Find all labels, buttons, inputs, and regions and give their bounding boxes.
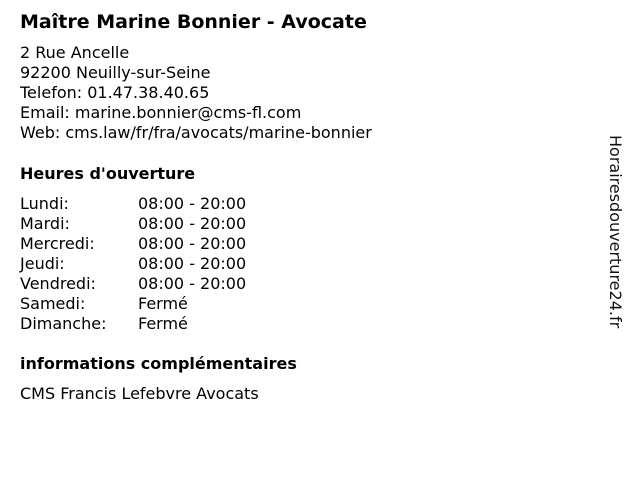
address-city: 92200 Neuilly-sur-Seine bbox=[20, 63, 211, 82]
day-label: Jeudi: bbox=[20, 254, 65, 273]
hours-row-thursday bbox=[20, 254, 246, 274]
hours-row-monday bbox=[20, 194, 246, 214]
address-street: 2 Rue Ancelle bbox=[20, 43, 130, 62]
watermark-text: Horairesdouverture24.fr bbox=[606, 135, 625, 329]
day-hours: 08:00 - 20:00 bbox=[138, 214, 247, 233]
day-hours: 08:00 - 20:00 bbox=[138, 234, 247, 253]
info-heading: informations complémentaires bbox=[20, 354, 297, 373]
web-text: Web: cms.law/fr/fra/avocats/marine-bonnier bbox=[20, 123, 372, 142]
info-text: CMS Francis Lefebvre Avocats bbox=[20, 384, 259, 403]
hours-table bbox=[20, 194, 246, 334]
day-hours: 08:00 - 20:00 bbox=[138, 274, 247, 293]
email-text: Email: marine.bonnier@cms-fl.com bbox=[20, 103, 302, 122]
day-label: Mercredi: bbox=[20, 234, 95, 253]
day-hours: Fermé bbox=[138, 314, 188, 333]
hours-row-wednesday bbox=[20, 234, 246, 254]
day-hours: Fermé bbox=[138, 294, 188, 313]
hours-row-saturday bbox=[20, 294, 246, 314]
page-title: Maître Marine Bonnier - Avocate bbox=[20, 11, 367, 33]
day-label: Vendredi: bbox=[20, 274, 96, 293]
hours-heading: Heures d'ouverture bbox=[20, 164, 196, 183]
phone-text: Telefon: 01.47.38.40.65 bbox=[20, 83, 210, 102]
day-label: Samedi: bbox=[20, 294, 86, 313]
day-hours: 08:00 - 20:00 bbox=[138, 254, 247, 273]
hours-row-friday bbox=[20, 274, 246, 294]
hours-row-tuesday bbox=[20, 214, 246, 234]
day-label: Dimanche: bbox=[20, 314, 107, 333]
hours-row-sunday bbox=[20, 314, 246, 334]
day-hours: 08:00 - 20:00 bbox=[138, 194, 247, 213]
day-label: Lundi: bbox=[20, 194, 69, 213]
contact-block bbox=[20, 43, 372, 143]
day-label: Mardi: bbox=[20, 214, 70, 233]
